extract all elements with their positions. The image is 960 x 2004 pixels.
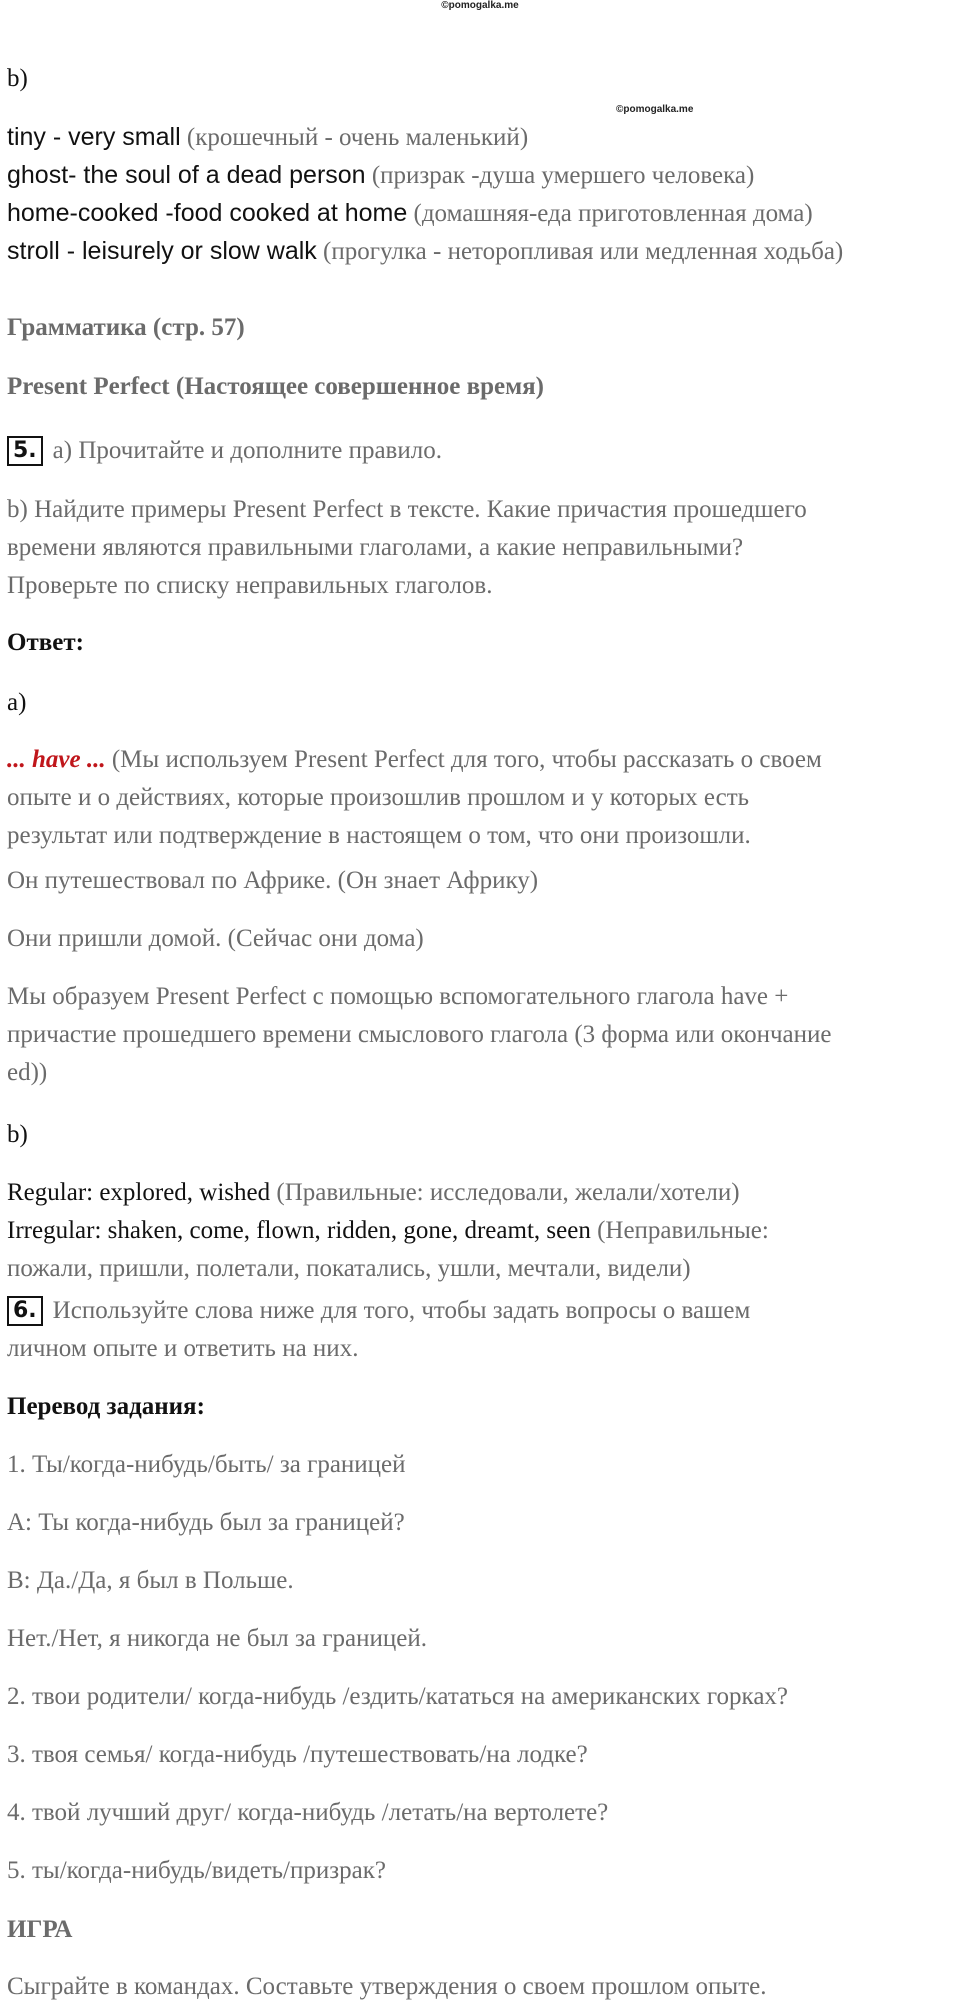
vocab-en: tiny - very small <box>7 123 181 151</box>
irregular-translation: (Неправильные: <box>597 1217 769 1244</box>
task6-number: 6. <box>7 1296 43 1326</box>
vocab-item <box>7 160 754 191</box>
task5-a-text: a) Прочитайте и дополните правило. <box>52 437 442 464</box>
answer-a-rule: ed)) <box>7 1059 48 1086</box>
translation-label: Перевод задания: <box>7 1393 205 1420</box>
answer-a-have: ... have ... <box>7 746 106 773</box>
task6-line <box>7 1296 750 1327</box>
answer-a-line <box>7 745 822 775</box>
vocab-en: ghost- the soul of a dead person <box>7 161 366 189</box>
answer-a-rule: причастие прошедшего времени смыслового глагола (3 форма или окончание <box>7 1021 832 1048</box>
translation-item: 2. твои родители/ когда-нибудь /ездить/кататься на американских горках? <box>7 1683 789 1710</box>
grammar-heading: Грамматика (стр. 57) <box>7 314 245 341</box>
vocab-en: home-cooked -food cooked at home <box>7 199 408 227</box>
translation-item: B: Да./Да, я был в Польше. <box>7 1567 294 1594</box>
regular-translation: (Правильные: исследовали, желали/хотели) <box>276 1179 740 1206</box>
task5-b-line: Проверьте по списку неправильных глаголов. <box>7 572 493 599</box>
translation-item: 3. твоя семья/ когда-нибудь /путешествовать/на лодке? <box>7 1741 588 1768</box>
game-text: Сыграйте в командах. Составьте утверждения о своем прошлом опыте. <box>7 1973 767 2000</box>
vocab-ru: (призрак -душа умершего человека) <box>371 162 755 189</box>
translation-item: A: Ты когда-нибудь был за границей? <box>7 1509 405 1536</box>
answer-a-line-text: (Мы используем Present Perfect для того, чтобы рассказать о своем <box>105 746 822 773</box>
present-perfect-heading: Present Perfect (Настоящее совершенное время) <box>7 373 544 400</box>
answer-a-label: a) <box>7 689 27 716</box>
task5-a <box>7 436 442 467</box>
answer-a-rule: Мы образуем Present Perfect с помощью вспомогательного глагола have + <box>7 983 789 1010</box>
translation-item: 1. Ты/когда-нибудь/быть/ за границей <box>7 1451 406 1478</box>
answer-b-label: b) <box>7 1121 28 1148</box>
vocab-item <box>7 198 813 229</box>
watermark-top: ©pomogalka.me <box>441 0 519 11</box>
irregular-verbs: Irregular: shaken, come, flown, ridden, gone, dreamt, seen <box>7 1217 591 1244</box>
vocab-item <box>7 122 528 153</box>
watermark-mid: ©pomogalka.me <box>616 104 694 115</box>
task6-line2: личном опыте и ответить на них. <box>7 1335 359 1362</box>
vocab-ru: (крошечный - очень маленький) <box>186 124 529 151</box>
vocab-en: stroll - leisurely or slow walk <box>7 237 317 265</box>
answer-label: Ответ: <box>7 629 84 656</box>
game-heading: ИГРА <box>7 1916 73 1943</box>
regular-verbs: Regular: explored, wished <box>7 1179 271 1206</box>
vocab-label: b) <box>7 65 28 92</box>
answer-a-example: Он путешествовал по Африке. (Он знает Африку) <box>7 867 539 894</box>
answer-a-example: Они пришли домой. (Сейчас они дома) <box>7 925 424 952</box>
answer-b-regular <box>7 1178 740 1208</box>
vocab-ru: (прогулка - неторопливая или медленная ходьба) <box>323 238 844 265</box>
task5-number: 5. <box>7 436 43 466</box>
task5-b-line: времени являются правильными глаголами, а какие неправильными? <box>7 534 744 561</box>
translation-item: Нет./Нет, я никогда не был за границей. <box>7 1625 427 1652</box>
irregular-translation-cont: пожали, пришли, полетали, покатались, ушли, мечтали, видели) <box>7 1255 691 1282</box>
answer-a-line: опыте и о действиях, которые произошлив прошлом и у которых есть <box>7 784 750 811</box>
vocab-item <box>7 236 843 267</box>
task6-text: Используйте слова ниже для того, чтобы задать вопросы о вашем <box>52 1297 751 1324</box>
answer-a-line: результат или подтверждение в настоящем о том, что они произошли. <box>7 822 751 849</box>
translation-item: 4. твой лучший друг/ когда-нибудь /летать/на вертолете? <box>7 1799 609 1826</box>
vocab-ru: (домашняя-еда приготовленная дома) <box>413 200 813 227</box>
translation-item: 5. ты/когда-нибудь/видеть/призрак? <box>7 1857 386 1884</box>
answer-b-irregular <box>7 1216 769 1246</box>
task5-b-line: b) Найдите примеры Present Perfect в тексте. Какие причастия прошедшего <box>7 496 807 523</box>
